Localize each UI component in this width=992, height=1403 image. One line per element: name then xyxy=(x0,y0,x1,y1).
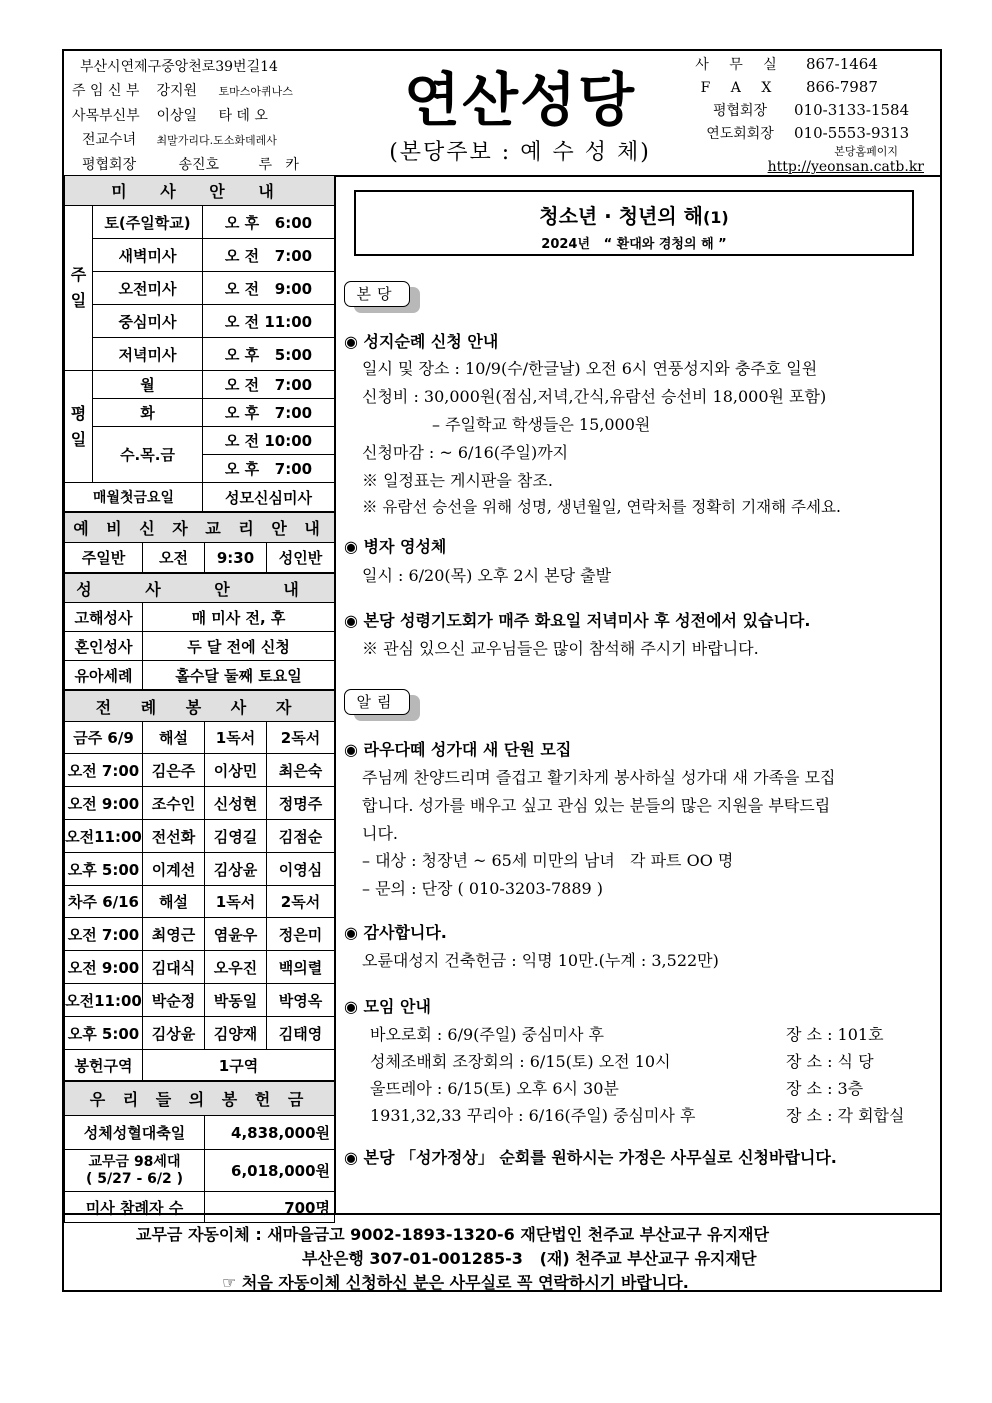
meeting-place: 장 소 : 3층 xyxy=(786,1079,864,1098)
choir-line: – 문의 : 단장 ( 010-3203-7889 ) xyxy=(362,879,604,898)
liturgy-name: 최은숙 xyxy=(267,754,335,787)
left-column xyxy=(64,175,336,1217)
thanks-title: ◉ 감사합니다. xyxy=(344,923,447,942)
liturgy-week-header: 차주 6/16 xyxy=(65,886,143,918)
footer-line: ☞ 처음 자동이체 신청하신 분은 사무실로 꼭 연락하시기 바랍니다. xyxy=(222,1273,689,1292)
meetings-title: ◉ 모임 안내 xyxy=(344,997,431,1016)
sacrament-name: 혼인성사 xyxy=(65,632,143,661)
offering-label: 교무금 98세대 ( 5/27 - 6/2 ) xyxy=(65,1150,205,1192)
sacrament-name: 유아세례 xyxy=(65,661,143,690)
liturgy-name: 전선화 xyxy=(143,820,205,853)
meeting-item: 울뜨레아 : 6/15(토) 오후 6시 30분 xyxy=(370,1079,619,1098)
meeting-item: 성체조배회 조장회의 : 6/15(토) 오전 10시 xyxy=(370,1052,671,1071)
liturgy-table xyxy=(64,690,335,1081)
liturgy-time: 오전11:00 xyxy=(65,984,143,1017)
liturgy-name: 김상윤 xyxy=(205,853,267,886)
pilgrimage-line: ※ 일정표는 게시판을 참조. xyxy=(362,471,553,490)
liturgy-name: 김양재 xyxy=(205,1017,267,1050)
theme-box xyxy=(354,190,914,256)
liturgy-name: 정명주 xyxy=(267,787,335,820)
sick-title: ◉ 병자 영성체 xyxy=(344,537,447,556)
staff-row: 평협회장 송진호 루 카 xyxy=(82,157,299,173)
liturgy-col-header: 2독서 xyxy=(267,886,335,918)
liturgy-time: 오전11:00 xyxy=(65,820,143,853)
offering-area-label: 봉헌구역 xyxy=(65,1050,143,1081)
pilgrimage-line: 신청비 : 30,000원(점심,저녁,간식,유람선 승선비 18,000원 포함) xyxy=(362,387,827,406)
liturgy-title: 전 례 봉 사 자 xyxy=(65,691,335,722)
liturgy-name: 김점순 xyxy=(267,820,335,853)
liturgy-name: 김영길 xyxy=(205,820,267,853)
sick-line: 일시 : 6/20(목) 오후 2시 본당 출발 xyxy=(362,566,612,585)
theme-title: 청소년 · 청년의 해(1) xyxy=(539,204,729,228)
liturgy-name: 정은미 xyxy=(267,918,335,951)
pilgrimage-title: ◉ 성지순례 신청 안내 xyxy=(344,332,499,351)
mass-time: 오 전 7:00 xyxy=(203,371,335,399)
homepage-link[interactable]: http://yeonsan.catb.kr xyxy=(767,159,924,175)
staff-block xyxy=(72,55,332,177)
mass-time: 오 전 10:00 xyxy=(203,427,335,455)
thanks-line: 오륜대성지 건축헌금 : 익명 10만.(누계 : 3,522만) xyxy=(362,951,719,970)
liturgy-name: 김상윤 xyxy=(143,1017,205,1050)
offering-value: 6,018,000원 xyxy=(205,1150,335,1192)
liturgy-name: 김은주 xyxy=(143,754,205,787)
liturgy-name: 박순정 xyxy=(143,984,205,1017)
weekday-label: 평일 xyxy=(65,371,93,483)
mass-time: 오 전 7:00 xyxy=(203,239,335,272)
liturgy-time: 오전 7:00 xyxy=(65,918,143,951)
mass-time: 오 전 9:00 xyxy=(203,272,335,305)
liturgy-name: 염윤우 xyxy=(205,918,267,951)
choir-line: – 대상 : 청장년 ~ 65세 미만의 남녀 각 파트 OO 명 xyxy=(362,851,734,870)
liturgy-name: 최영근 xyxy=(143,918,205,951)
liturgy-time: 오후 5:00 xyxy=(65,853,143,886)
mass-table xyxy=(64,175,335,512)
liturgy-time: 오전 9:00 xyxy=(65,787,143,820)
meeting-item: 바오로회 : 6/9(주일) 중심미사 후 xyxy=(370,1025,604,1044)
sacrament-desc: 두 달 전에 신청 xyxy=(143,632,335,661)
meeting-place: 장 소 : 각 회합실 xyxy=(786,1106,905,1125)
parish-subtitle: (본당주보 : 예 수 성 체) xyxy=(389,140,651,165)
choir-line: 합니다. 성가를 배우고 싶고 관심 있는 분들의 많은 지원을 부탁드립 xyxy=(362,796,831,815)
staff-row: 주 임 신 부 강지원 토마스아퀴나스 xyxy=(72,83,293,99)
choir-line: 주님께 찬양드리며 즐겁고 활기차게 봉사하실 성가대 새 가족을 모집 xyxy=(362,768,836,787)
tag-notice: 알림 xyxy=(344,689,410,715)
liturgy-name: 김태영 xyxy=(267,1017,335,1050)
mass-time: 오 후 6:00 xyxy=(203,206,335,239)
address: 부산시연제구중앙천로39번길14 xyxy=(80,59,278,75)
catechumen-table xyxy=(64,512,335,573)
meeting-place: 장 소 : 101호 xyxy=(786,1025,884,1044)
sacrament-name: 고해성사 xyxy=(65,603,143,632)
catechumen-cell: 9:30 xyxy=(205,543,267,573)
homepage-label: 본당홈페이지 xyxy=(834,145,898,158)
prayer-line: ※ 관심 있으신 교우님들은 많이 참석해 주시기 바랍니다. xyxy=(362,639,759,658)
sunday-label: 주일 xyxy=(65,206,93,371)
footer-line: 부산은행 307-01-001285-3 (재) 천주교 부산교구 유지재단 xyxy=(302,1249,757,1268)
staff-row: 전교수녀 최말가리다.도소화데레사 xyxy=(82,132,277,148)
prayer-title: ◉ 본당 성령기도회가 매주 화요일 저녁미사 후 성전에서 있습니다. xyxy=(344,611,811,630)
liturgy-name: 박동일 xyxy=(205,984,267,1017)
contact-row: F A X 866-7987 xyxy=(700,78,878,96)
offering-label: 미사 참례자 수 xyxy=(65,1192,205,1223)
bulletin-frame xyxy=(62,49,942,1292)
theme-subtitle: 2024년 “ 환대와 경청의 해 ” xyxy=(541,237,727,252)
mass-name: 오전미사 xyxy=(93,272,203,305)
catechumen-cell: 주일반 xyxy=(65,543,143,573)
offering-title: 우 리 들 의 봉 헌 금 xyxy=(65,1082,335,1116)
liturgy-time: 오후 5:00 xyxy=(65,1017,143,1050)
liturgy-name: 조수인 xyxy=(143,787,205,820)
catechumen-title: 예 비 신 자 교 리 안 내 xyxy=(65,513,335,543)
liturgy-name: 이계선 xyxy=(143,853,205,886)
liturgy-col-header: 1독서 xyxy=(205,886,267,918)
mass-name: 토(주일학교) xyxy=(93,206,203,239)
mass-time: 오 후 7:00 xyxy=(203,455,335,483)
footer-line: 교무금 자동이체 : 새마을금고 9002-1893-1320-6 재단법인 천주교 부산교구 유지재단 xyxy=(136,1225,769,1244)
offering-table xyxy=(64,1081,335,1223)
sacrament-desc: 홀수달 둘째 토요일 xyxy=(143,661,335,690)
mass-time: 오 후 5:00 xyxy=(203,338,335,371)
mass-name: 화 xyxy=(93,399,203,427)
catechumen-cell: 성인반 xyxy=(267,543,335,573)
mass-title: 미 사 안 내 xyxy=(65,176,335,206)
offering-label: 성체성혈대축일 xyxy=(65,1116,205,1150)
liturgy-name: 백의렬 xyxy=(267,951,335,984)
mass-time: 오 전 11:00 xyxy=(203,305,335,338)
liturgy-name: 이영심 xyxy=(267,853,335,886)
liturgy-col-header: 2독서 xyxy=(267,722,335,754)
mass-name: 월 xyxy=(93,371,203,399)
pilgrimage-line: 신청마감 : ~ 6/16(주일)까지 xyxy=(362,443,569,462)
contact-row: 사 무 실 867-1464 xyxy=(695,55,878,73)
liturgy-name: 김대식 xyxy=(143,951,205,984)
sacrament-table xyxy=(64,573,335,690)
sacrament-title: 성 사 안 내 xyxy=(65,574,335,603)
liturgy-col-header: 해설 xyxy=(143,886,205,918)
liturgy-name: 신성현 xyxy=(205,787,267,820)
catechumen-cell: 오전 xyxy=(143,543,205,573)
right-column xyxy=(336,175,940,1213)
visit-title: ◉ 본당 「성가정상」 순회를 원하시는 가정은 사무실로 신청바랍니다. xyxy=(344,1148,837,1167)
footer xyxy=(64,1213,940,1292)
liturgy-name: 오우진 xyxy=(205,951,267,984)
offering-value: 700명 xyxy=(205,1192,335,1223)
liturgy-name: 이상민 xyxy=(205,754,267,787)
liturgy-name: 박영옥 xyxy=(267,984,335,1017)
header xyxy=(64,51,940,177)
staff-row: 사목부신부 이상일 타 데 오 xyxy=(72,108,268,124)
liturgy-col-header: 해설 xyxy=(143,722,205,754)
choir-line: 니다. xyxy=(362,824,398,843)
mass-name: 수.목.금 xyxy=(93,427,203,483)
mass-name: 새벽미사 xyxy=(93,239,203,272)
tag-parish: 본당 xyxy=(344,281,410,307)
offering-value: 4,838,000원 xyxy=(205,1116,335,1150)
meeting-place: 장 소 : 식 당 xyxy=(786,1052,874,1071)
liturgy-week-header: 금주 6/9 xyxy=(65,722,143,754)
contact-row: 평협회장 010-3133-1584 xyxy=(712,101,910,119)
mass-name: 저녁미사 xyxy=(93,338,203,371)
liturgy-col-header: 1독서 xyxy=(205,722,267,754)
choir-title: ◉ 라우다떼 성가대 새 단원 모집 xyxy=(344,740,572,759)
first-friday-label: 매월첫금요일 xyxy=(65,483,203,512)
liturgy-time: 오전 7:00 xyxy=(65,754,143,787)
meeting-item: 1931,32,33 꾸리아 : 6/16(주일) 중심미사 후 xyxy=(370,1106,696,1125)
mass-time: 오 후 7:00 xyxy=(203,399,335,427)
contacts-block xyxy=(686,53,938,175)
liturgy-time: 오전 9:00 xyxy=(65,951,143,984)
mass-name: 중심미사 xyxy=(93,305,203,338)
contact-row: 연도회회장 010-5553-9313 xyxy=(706,124,910,142)
parish-title: 연산성당 xyxy=(403,66,637,134)
offering-area-value: 1구역 xyxy=(143,1050,335,1081)
pilgrimage-line: – 주일학교 학생들은 15,000원 xyxy=(432,415,651,434)
pilgrimage-line: 일시 및 장소 : 10/9(수/한글날) 오전 6시 연풍성지와 충주호 일원 xyxy=(362,359,818,378)
sacrament-desc: 매 미사 전, 후 xyxy=(143,603,335,632)
first-friday-mass: 성모신심미사 xyxy=(203,483,335,512)
pilgrimage-line: ※ 유람선 승선을 위해 성명, 생년월일, 연락처를 정확히 기재해 주세요. xyxy=(362,498,841,516)
